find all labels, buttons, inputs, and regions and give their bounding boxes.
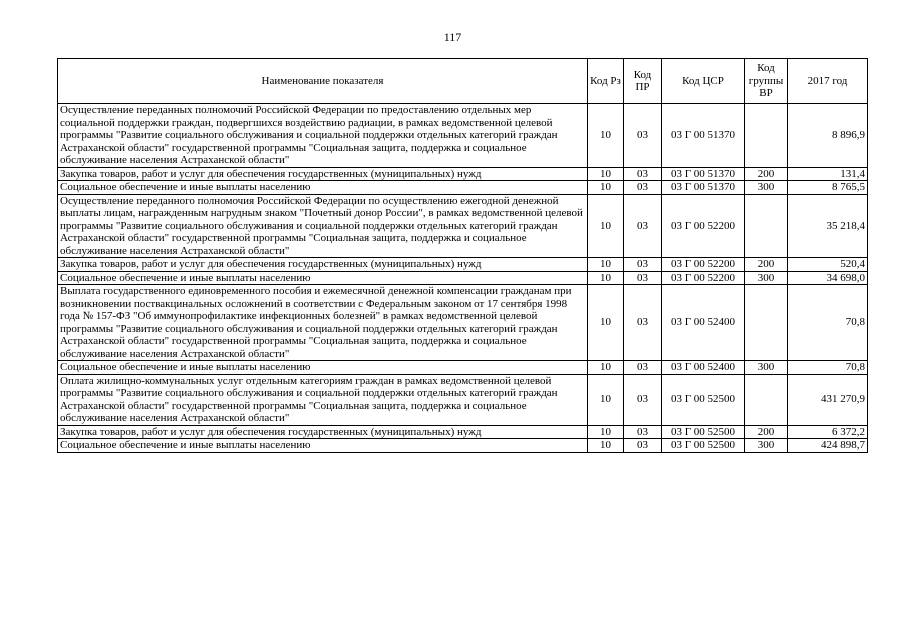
- row-name: Осуществление переданных полномочий Российской Федерации по предоставлению отдельных мер социальной поддержки граждан, подвергшихся воздействию радиации, в рамках ведомственной целевой программы "Развитие социального обслуживания и социальной поддержки отдельных категорий граждан Астраханской области" государственной программы "Социальная защита, поддержка и социальное обслуживание населения Астраханской области": [58, 104, 588, 168]
- row-pr: 03: [624, 181, 662, 195]
- row-name: Закупка товаров, работ и услуг для обеспечения государственных (муниципальных) нужд: [58, 167, 588, 181]
- row-amount: 35 218,4: [788, 194, 868, 258]
- table-row: [58, 361, 868, 375]
- header-csr: Код ЦСР: [662, 59, 745, 104]
- row-pr: 03: [624, 361, 662, 375]
- row-rz: 10: [588, 181, 624, 195]
- table-row: [58, 425, 868, 439]
- row-name: Оплата жилищно-коммунальных услуг отдельным категориям граждан в рамках ведомственной целевой программы "Развитие социального обслуживания и социальной поддержки отдельных категорий граждан Астраханской области" государственной программы "Социальная защита, поддержка и социальное обслуживание населения Астраханской области": [58, 374, 588, 425]
- row-rz: 10: [588, 167, 624, 181]
- row-name: Осуществление переданного полномочия Российской Федерации по осуществлению ежегодной денежной выплаты лицам, награжденным нагрудным знаком "Почетный донор России", в рамках ведомственной целевой программы "Развитие социального обслуживания и социальной поддержки отдельных категорий граждан Астраханской области" государственной программы "Социальная защита, поддержка и социальное обслуживание населения Астраханской области": [58, 194, 588, 258]
- page-number: 117: [443, 30, 462, 44]
- row-amount: 34 698,0: [788, 271, 868, 285]
- row-name: Социальное обеспечение и иные выплаты населению: [58, 271, 588, 285]
- row-vr: 300: [745, 361, 788, 375]
- row-rz: 10: [588, 439, 624, 453]
- row-rz: 10: [588, 104, 624, 168]
- row-rz: 10: [588, 285, 624, 361]
- table-header-row: [58, 59, 868, 104]
- row-amount: 70,8: [788, 361, 868, 375]
- table-row: [58, 167, 868, 181]
- row-rz: 10: [588, 425, 624, 439]
- row-vr: 200: [745, 167, 788, 181]
- row-name: Социальное обеспечение и иные выплаты населению: [58, 181, 588, 195]
- row-amount: 431 270,9: [788, 374, 868, 425]
- row-csr: 03 Г 00 51370: [662, 181, 745, 195]
- row-amount: 8 896,9: [788, 104, 868, 168]
- row-name: Закупка товаров, работ и услуг для обеспечения государственных (муниципальных) нужд: [58, 425, 588, 439]
- row-csr: 03 Г 00 52400: [662, 285, 745, 361]
- row-rz: 10: [588, 194, 624, 258]
- header-vr: Код группы ВР: [745, 59, 788, 104]
- row-rz: 10: [588, 271, 624, 285]
- row-csr: 03 Г 00 51370: [662, 104, 745, 168]
- row-vr: 300: [745, 181, 788, 195]
- row-csr: 03 Г 00 52500: [662, 425, 745, 439]
- row-amount: 520,4: [788, 258, 868, 272]
- row-pr: 03: [624, 271, 662, 285]
- row-name: Социальное обеспечение и иные выплаты населению: [58, 439, 588, 453]
- row-csr: 03 Г 00 52500: [662, 374, 745, 425]
- header-name: Наименование показателя: [58, 59, 588, 104]
- table-row: [58, 181, 868, 195]
- row-amount: 70,8: [788, 285, 868, 361]
- row-vr: 200: [745, 258, 788, 272]
- row-pr: 03: [624, 425, 662, 439]
- row-pr: 03: [624, 167, 662, 181]
- row-vr: [745, 285, 788, 361]
- row-csr: 03 Г 00 52400: [662, 361, 745, 375]
- row-amount: 131,4: [788, 167, 868, 181]
- row-pr: 03: [624, 194, 662, 258]
- table-row: [58, 374, 868, 425]
- row-csr: 03 Г 00 52500: [662, 439, 745, 453]
- row-name: Закупка товаров, работ и услуг для обеспечения государственных (муниципальных) нужд: [58, 258, 588, 272]
- row-pr: 03: [624, 258, 662, 272]
- header-year: 2017 год: [788, 59, 868, 104]
- table-row: [58, 104, 868, 168]
- table-row: [58, 439, 868, 453]
- row-vr: 300: [745, 439, 788, 453]
- row-csr: 03 Г 00 51370: [662, 167, 745, 181]
- row-vr: [745, 374, 788, 425]
- row-rz: 10: [588, 258, 624, 272]
- table-row: [58, 194, 868, 258]
- row-vr: [745, 194, 788, 258]
- header-pr: Код ПР: [624, 59, 662, 104]
- row-csr: 03 Г 00 52200: [662, 271, 745, 285]
- row-name: Социальное обеспечение и иные выплаты населению: [58, 361, 588, 375]
- row-rz: 10: [588, 374, 624, 425]
- row-amount: 424 898,7: [788, 439, 868, 453]
- row-rz: 10: [588, 361, 624, 375]
- row-pr: 03: [624, 104, 662, 168]
- row-vr: [745, 104, 788, 168]
- table-row: [58, 285, 868, 361]
- row-vr: 200: [745, 425, 788, 439]
- row-amount: 6 372,2: [788, 425, 868, 439]
- table-row: [58, 258, 868, 272]
- row-vr: 300: [745, 271, 788, 285]
- budget-table: [57, 58, 868, 453]
- header-rz: Код Рз: [588, 59, 624, 104]
- row-csr: 03 Г 00 52200: [662, 194, 745, 258]
- table-row: [58, 271, 868, 285]
- row-pr: 03: [624, 285, 662, 361]
- row-csr: 03 Г 00 52200: [662, 258, 745, 272]
- row-pr: 03: [624, 439, 662, 453]
- row-name: Выплата государственного единовременного пособия и ежемесячной денежной компенсации гражданам при возникновении поствакцинальных осложнений в соответствии с Федеральным законом от 17 сентября 1998 года № 157-ФЗ "Об иммунопрофилактике инфекционных болезней" в рамках ведомственной целевой программы "Развитие социального обслуживания и социальной поддержки отдельных категорий граждан Астраханской области" государственной программы "Социальная защита, поддержка и социальное обслуживание населения Астраханской области": [58, 285, 588, 361]
- row-pr: 03: [624, 374, 662, 425]
- row-amount: 8 765,5: [788, 181, 868, 195]
